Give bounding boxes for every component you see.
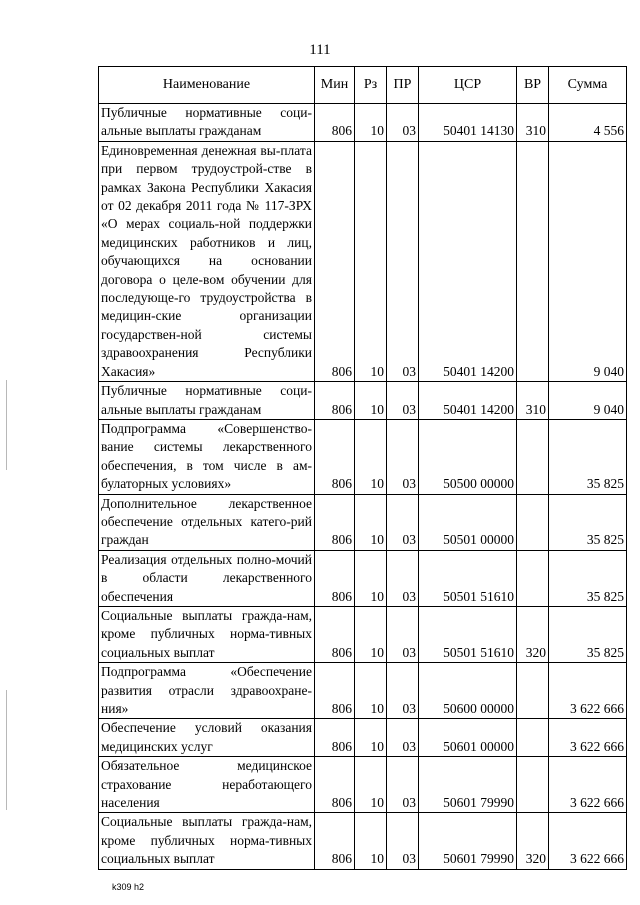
cell-sum: 3 622 666 <box>549 719 627 757</box>
cell-sum: 3 622 666 <box>549 813 627 869</box>
cell-pr: 03 <box>387 663 419 719</box>
cell-vr <box>517 719 549 757</box>
cell-vr <box>517 419 549 494</box>
cell-csr: 50601 79990 <box>419 813 517 869</box>
cell-rz: 10 <box>355 550 387 606</box>
cell-sum: 3 622 666 <box>549 663 627 719</box>
table-row <box>99 813 627 869</box>
cell-csr: 50601 79990 <box>419 757 517 813</box>
cell-min: 806 <box>315 757 355 813</box>
cell-name: Дополнительное лекарственное обеспечение отдельных катего-рий граждан <box>99 494 315 550</box>
cell-name: Обязательное медицинское страхование неработающего населения <box>99 757 315 813</box>
cell-min: 806 <box>315 663 355 719</box>
table-row <box>99 141 627 381</box>
cell-min: 806 <box>315 382 355 420</box>
cell-sum: 35 825 <box>549 606 627 662</box>
cell-rz: 10 <box>355 813 387 869</box>
table-row <box>99 757 627 813</box>
cell-sum: 35 825 <box>549 419 627 494</box>
table-row <box>99 382 627 420</box>
cell-name: Публичные нормативные соци-альные выплаты гражданам <box>99 382 315 420</box>
cell-name: Единовременная денежная вы-плата при первом трудоустрой-стве в рамках Закона Республики Хакасия от 02 декабря 2011 года № 117-ЗРХ «О мерах социаль-ной поддержки медицинских работников и лиц, обучающихся на основании договора о целе-вом обучении для последующе-го трудоустройства в медицин-ские организации государствен-ной системы здравоохранения Республики Хакасия» <box>99 141 315 381</box>
header-csr: ЦСР <box>419 67 517 104</box>
cell-rz: 10 <box>355 719 387 757</box>
cell-name: Подпрограмма «Обеспечение развития отрасли здравоохране-ния» <box>99 663 315 719</box>
header-sum: Сумма <box>549 67 627 104</box>
cell-vr: 310 <box>517 104 549 142</box>
cell-rz: 10 <box>355 663 387 719</box>
cell-vr <box>517 550 549 606</box>
cell-pr: 03 <box>387 494 419 550</box>
cell-csr: 50401 14130 <box>419 104 517 142</box>
cell-vr: 310 <box>517 382 549 420</box>
cell-vr <box>517 757 549 813</box>
table-header-row <box>99 67 627 104</box>
table-row <box>99 494 627 550</box>
cell-vr <box>517 494 549 550</box>
cell-csr: 50501 51610 <box>419 606 517 662</box>
cell-csr: 50600 00000 <box>419 663 517 719</box>
cell-sum: 35 825 <box>549 494 627 550</box>
cell-name: Социальные выплаты гражда-нам, кроме публичных норма-тивных социальных выплат <box>99 606 315 662</box>
header-vr: ВР <box>517 67 549 104</box>
page-number: 111 <box>309 42 331 58</box>
cell-pr: 03 <box>387 813 419 869</box>
cell-pr: 03 <box>387 757 419 813</box>
table-row <box>99 419 627 494</box>
cell-rz: 10 <box>355 382 387 420</box>
cell-min: 806 <box>315 719 355 757</box>
cell-sum: 9 040 <box>549 382 627 420</box>
cell-csr: 50401 14200 <box>419 382 517 420</box>
cell-vr <box>517 663 549 719</box>
table-row <box>99 550 627 606</box>
cell-min: 806 <box>315 494 355 550</box>
cell-rz: 10 <box>355 104 387 142</box>
cell-csr: 50601 00000 <box>419 719 517 757</box>
header-min: Мин <box>315 67 355 104</box>
scan-margin-mark <box>6 690 7 810</box>
cell-vr: 320 <box>517 813 549 869</box>
cell-sum: 4 556 <box>549 104 627 142</box>
cell-pr: 03 <box>387 141 419 381</box>
cell-csr: 50500 00000 <box>419 419 517 494</box>
cell-vr: 320 <box>517 606 549 662</box>
cell-vr <box>517 141 549 381</box>
cell-name: Социальные выплаты гражда-нам, кроме публичных норма-тивных социальных выплат <box>99 813 315 869</box>
table-row <box>99 104 627 142</box>
header-pr: ПР <box>387 67 419 104</box>
table-row <box>99 719 627 757</box>
cell-rz: 10 <box>355 606 387 662</box>
cell-rz: 10 <box>355 494 387 550</box>
cell-sum: 9 040 <box>549 141 627 381</box>
header-rz: Рз <box>355 67 387 104</box>
cell-sum: 3 622 666 <box>549 757 627 813</box>
table-row <box>99 606 627 662</box>
cell-name: Реализация отдельных полно-мочий в области лекарственного обеспечения <box>99 550 315 606</box>
cell-rz: 10 <box>355 419 387 494</box>
cell-pr: 03 <box>387 104 419 142</box>
cell-min: 806 <box>315 606 355 662</box>
budget-table <box>98 66 627 870</box>
cell-rz: 10 <box>355 757 387 813</box>
cell-pr: 03 <box>387 719 419 757</box>
cell-pr: 03 <box>387 419 419 494</box>
cell-rz: 10 <box>355 141 387 381</box>
footer-code: k309 h2 <box>112 882 145 892</box>
cell-pr: 03 <box>387 606 419 662</box>
table-row <box>99 663 627 719</box>
scan-margin-mark <box>6 380 7 470</box>
cell-csr: 50501 51610 <box>419 550 517 606</box>
cell-pr: 03 <box>387 550 419 606</box>
cell-name: Публичные нормативные соци-альные выплаты гражданам <box>99 104 315 142</box>
header-name: Наименование <box>99 67 315 104</box>
cell-min: 806 <box>315 419 355 494</box>
cell-sum: 35 825 <box>549 550 627 606</box>
cell-min: 806 <box>315 813 355 869</box>
cell-min: 806 <box>315 550 355 606</box>
cell-min: 806 <box>315 141 355 381</box>
cell-csr: 50401 14200 <box>419 141 517 381</box>
cell-pr: 03 <box>387 382 419 420</box>
cell-name: Обеспечение условий оказания медицинских услуг <box>99 719 315 757</box>
cell-min: 806 <box>315 104 355 142</box>
cell-csr: 50501 00000 <box>419 494 517 550</box>
cell-name: Подпрограмма «Совершенство-вание системы лекарственного обеспечения, в том числе в ам-булаторных условиях» <box>99 419 315 494</box>
